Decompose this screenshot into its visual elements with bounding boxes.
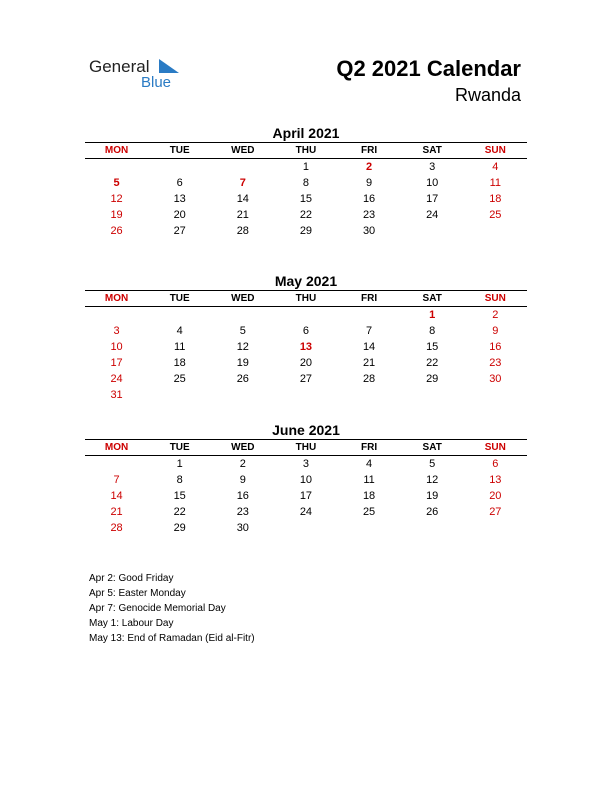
calendar-date: 3 [113,325,120,337]
calendar-date: 25 [489,209,502,221]
calendar-date: 16 [489,341,502,353]
empty-cell [274,307,337,323]
calendar-date: 18 [362,490,376,502]
month-may [85,272,527,403]
month-june [85,421,527,536]
calendar-date: 6 [176,177,183,189]
calendar-date: 2 [239,458,246,470]
calendar-date: 5 [429,458,436,470]
calendar-date: 29 [426,373,439,385]
holiday-note: Apr 2: Good Friday [89,573,174,584]
weekday-sun: SUN [484,442,506,453]
calendar-date: 16 [362,193,376,205]
calendar-date: 10 [299,474,313,486]
calendar-date: 29 [173,522,186,534]
calendar-date: 14 [110,490,123,502]
weekday-header [85,291,527,306]
calendar-date: 4 [176,325,183,337]
holiday-date: 5 [113,177,120,189]
calendar-date: 3 [429,161,436,173]
empty-cell [85,159,148,175]
calendar-date: 30 [362,225,376,237]
calendar-date: 5 [239,325,246,337]
logo-general-text: General [89,57,150,76]
weekday-tue: TUE [169,293,190,304]
empty-cell [211,159,274,175]
calendar-date: 24 [299,506,313,518]
holiday-note: Apr 7: Genocide Memorial Day [89,603,226,614]
empty-cell [211,307,274,323]
weekday-thu: THU [295,293,317,304]
holiday-note: Apr 5: Easter Monday [89,588,186,599]
calendar-date: 12 [426,474,439,486]
calendar-date: 11 [363,474,375,486]
calendar-date: 29 [299,225,313,237]
weekday-header [85,440,527,455]
calendar-date: 28 [110,522,123,534]
calendar-date: 11 [173,341,186,353]
calendar-date: 26 [110,225,123,237]
calendar-date: 28 [236,225,249,237]
weekday-mon: MON [104,293,129,304]
empty-cell [85,456,148,472]
calendar-date: 17 [299,490,313,502]
calendar-date: 9 [366,177,373,189]
holiday-note: May 1: Labour Day [89,618,174,629]
weekday-sun: SUN [484,145,506,156]
calendar-date: 11 [489,177,502,189]
calendar-date: 15 [299,193,313,205]
calendar-date: 2 [492,309,499,321]
calendar-date: 30 [236,522,249,534]
calendar-date: 15 [173,490,186,502]
holiday-list [89,571,255,646]
calendar-date: 9 [239,474,246,486]
calendar-date: 21 [362,357,376,369]
calendar-date: 14 [362,341,376,353]
calendar-date: 8 [176,474,183,486]
calendar-date: 27 [173,225,186,237]
calendar-date: 6 [302,325,309,337]
month-title: April 2021 [272,125,340,141]
calendar-date: 7 [113,474,120,486]
calendar-date: 4 [492,161,499,173]
calendar-date: 10 [426,177,439,189]
calendar-date: 25 [173,373,186,385]
calendar-date: 17 [110,357,123,369]
page-title: Q2 2021 Calendar [336,56,521,81]
weekday-mon: MON [104,442,129,453]
day-grid [85,159,527,239]
empty-cell [338,307,401,323]
weekday-tue: TUE [169,145,190,156]
calendar-date: 13 [489,474,502,486]
weekday-fri: FRI [361,442,378,453]
weekday-wed: WED [231,442,255,453]
calendar-date: 22 [426,357,439,369]
weekday-wed: WED [231,145,255,156]
calendar-date: 17 [426,193,439,205]
logo-flag-icon [159,59,179,73]
holiday-date: 13 [299,341,313,353]
calendar-date: 23 [489,357,502,369]
calendar-date: 8 [429,325,436,337]
month-april [85,124,527,239]
empty-cell [148,307,211,323]
weekday-thu: THU [295,442,317,453]
calendar-date: 26 [236,373,249,385]
calendar-date: 15 [426,341,439,353]
holiday-date: 1 [429,309,436,321]
weekday-fri: FRI [361,145,378,156]
weekday-wed: WED [231,293,255,304]
holiday-date: 2 [366,161,373,173]
calendar-date: 22 [173,506,186,518]
weekday-thu: THU [295,145,317,156]
weekday-sat: SAT [422,293,442,304]
calendar-date: 9 [492,325,499,337]
holiday-date: 7 [239,177,246,189]
weekday-sun: SUN [484,293,506,304]
calendar-date: 27 [299,373,313,385]
calendar-date: 19 [236,357,249,369]
calendar-date: 21 [110,506,123,518]
calendar-date: 12 [110,193,123,205]
calendar-date: 30 [489,373,502,385]
calendar-date: 19 [426,490,439,502]
empty-cell [148,159,211,175]
calendar-date: 1 [302,161,309,173]
calendar-date: 25 [362,506,376,518]
calendar-date: 19 [110,209,123,221]
logo-blue-text: Blue [141,74,172,91]
calendar-date: 12 [236,341,249,353]
calendar-date: 7 [366,325,373,337]
calendar-date: 21 [236,209,249,221]
weekday-sat: SAT [422,442,442,453]
calendar-date: 28 [362,373,376,385]
calendar-date: 24 [110,373,123,385]
calendar-date: 4 [366,458,373,470]
calendar-date: 18 [489,193,502,205]
calendar-date: 6 [492,458,499,470]
calendar-date: 27 [489,506,502,518]
calendar-date: 20 [489,490,502,502]
holiday-note: May 13: End of Ramadan (Eid al-Fitr) [89,633,255,644]
calendar-date: 14 [236,193,249,205]
calendar-date: 1 [176,458,183,470]
month-title: May 2021 [274,273,338,289]
weekday-fri: FRI [361,293,378,304]
calendar-date: 23 [236,506,249,518]
calendar-date: 16 [236,490,249,502]
weekday-sat: SAT [422,145,442,156]
calendar-date: 23 [362,209,376,221]
calendar-date: 13 [173,193,186,205]
day-grid [85,456,527,536]
calendar-date: 26 [426,506,439,518]
calendar-date: 20 [299,357,313,369]
country-name: Rwanda [454,85,521,105]
calendar-date: 18 [173,357,186,369]
calendar-date: 22 [299,209,313,221]
calendar-date: 3 [302,458,309,470]
calendar-date: 31 [110,389,123,401]
month-title: June 2021 [272,422,340,438]
calendar-date: 20 [173,209,186,221]
weekday-tue: TUE [169,442,190,453]
empty-cell [85,307,148,323]
weekday-mon: MON [104,145,129,156]
weekday-header [85,143,527,158]
calendar-date: 10 [110,341,123,353]
calendar-date: 24 [426,209,439,221]
calendar-date: 8 [302,177,309,189]
day-grid [85,307,527,403]
